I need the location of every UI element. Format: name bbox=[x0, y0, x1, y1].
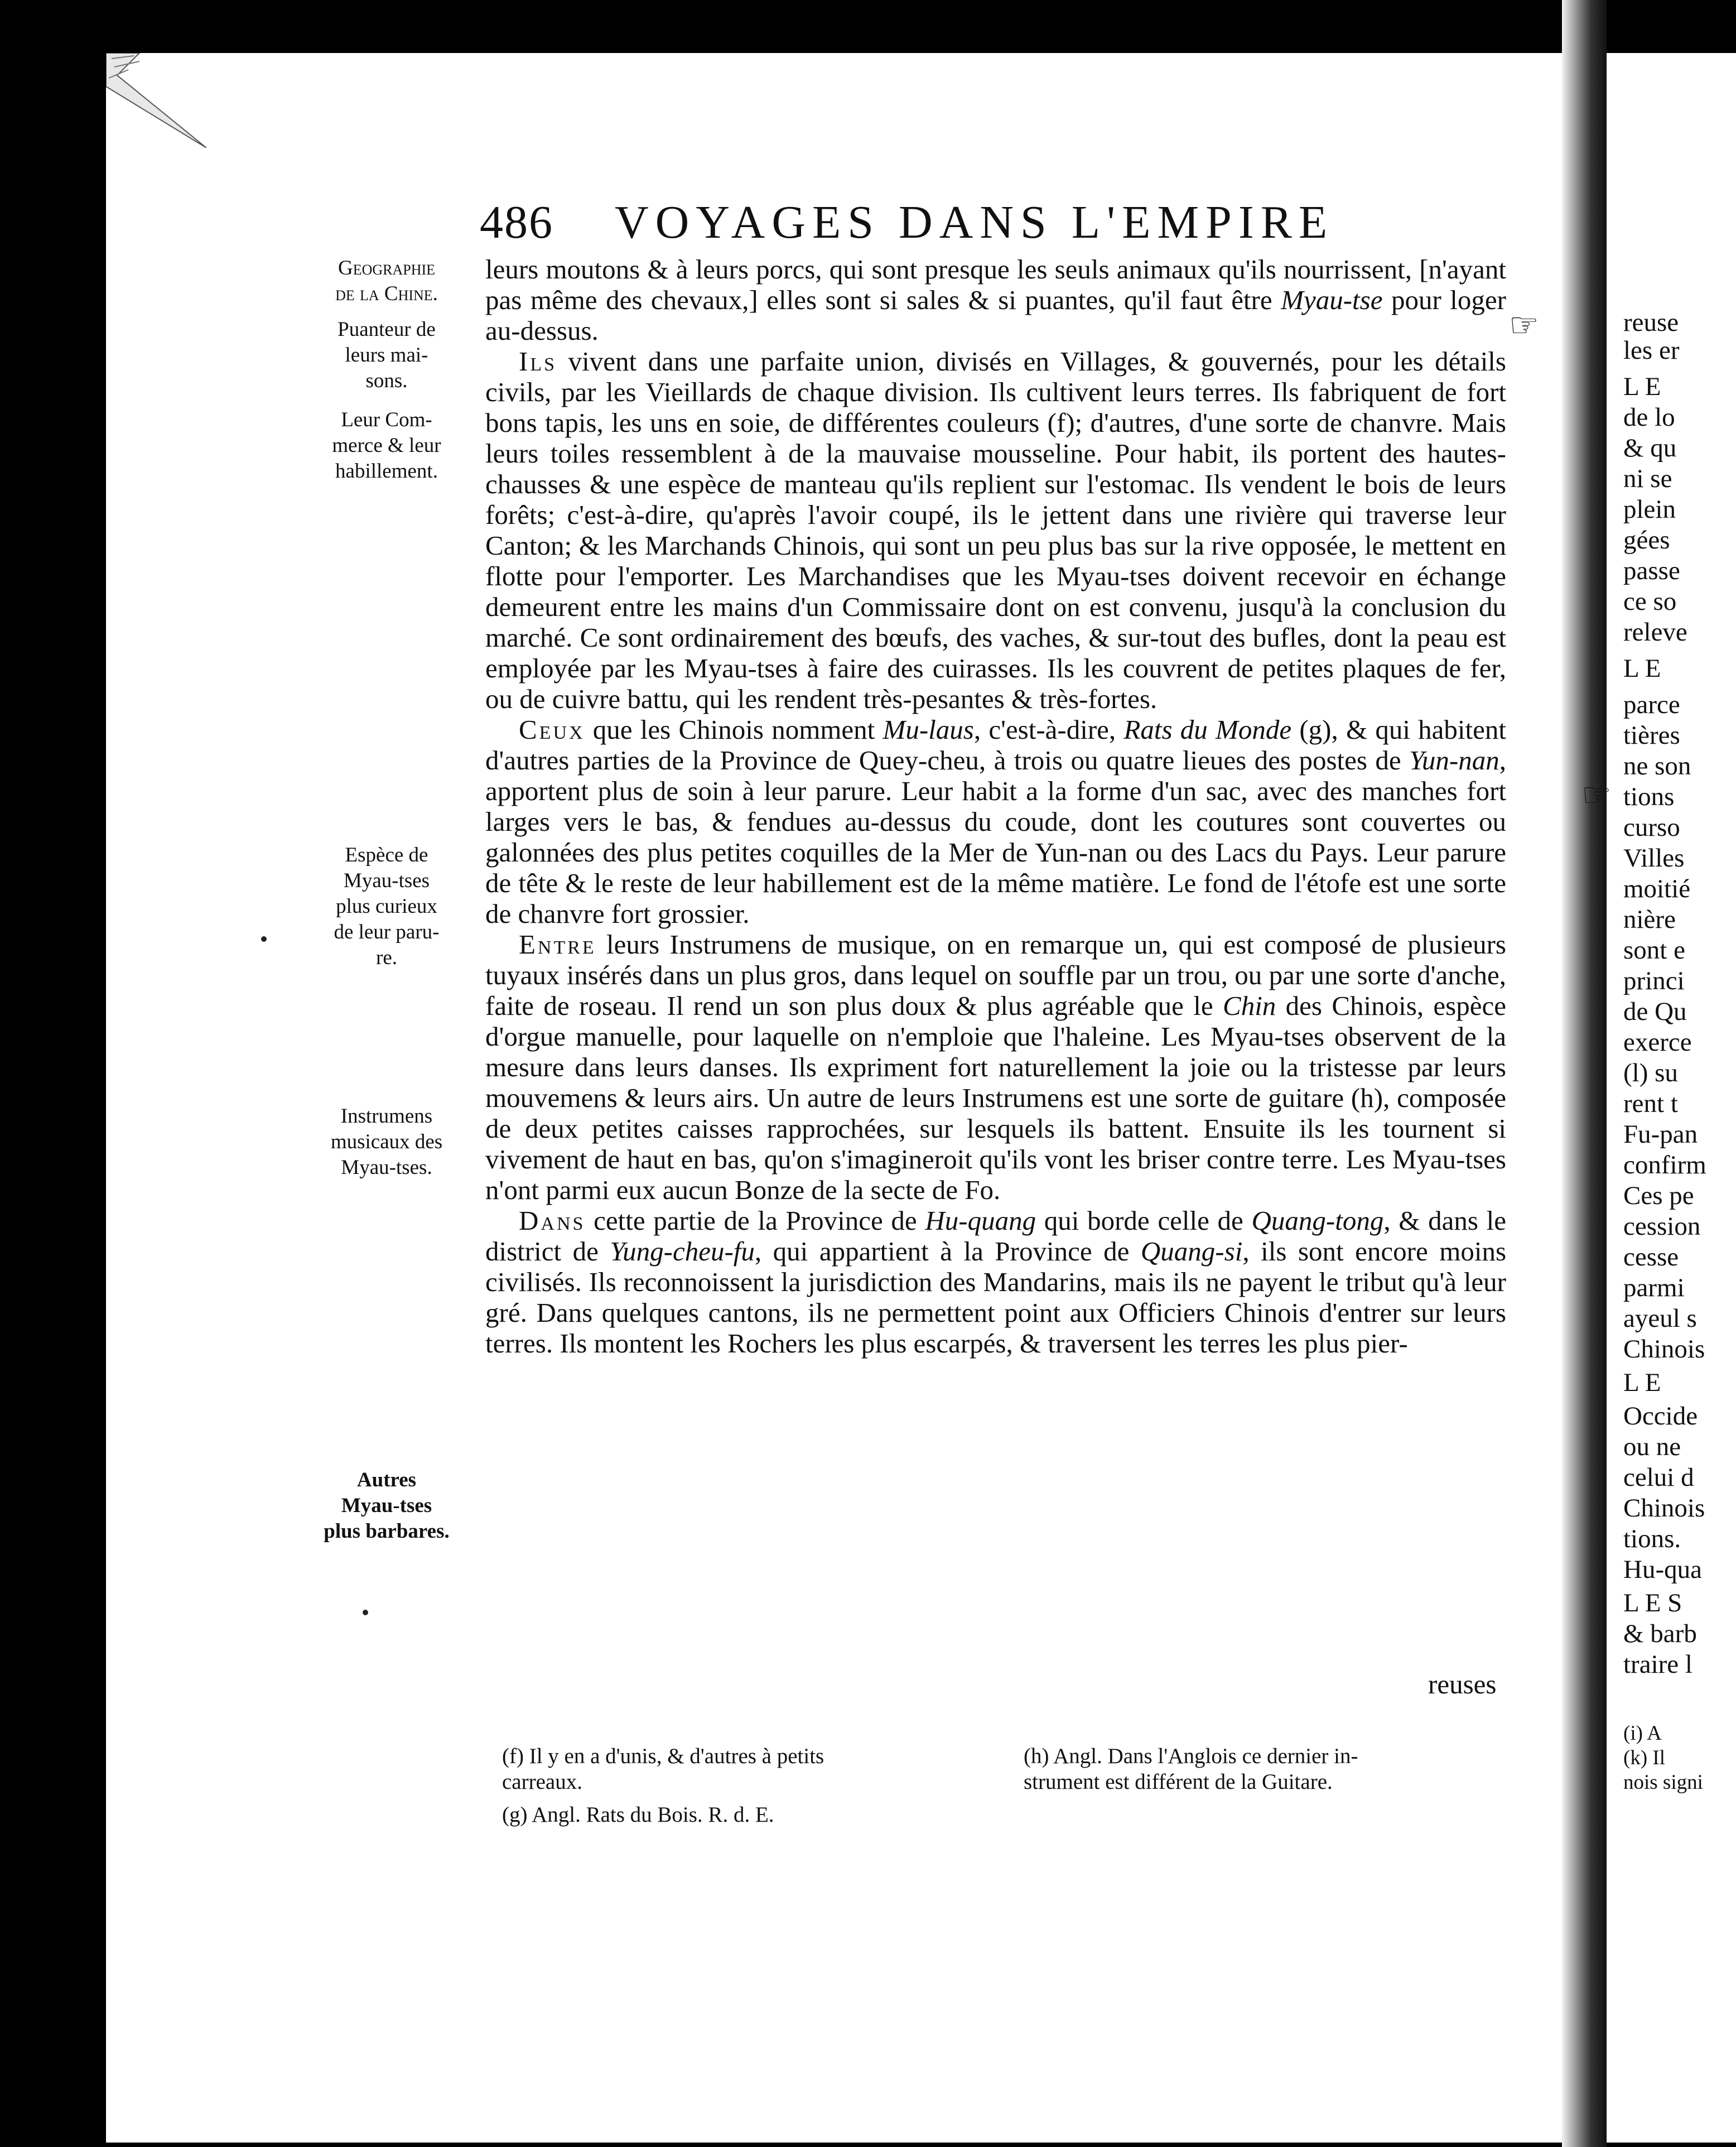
margin-note-line: leurs mai- bbox=[345, 344, 428, 367]
right-page-line: confirm bbox=[1623, 1150, 1706, 1180]
footnote-f: (f) Il y en a d'unis, & d'autres à petits bbox=[502, 1744, 824, 1768]
text-run: leurs moutons & à leurs porcs, qui sont presque les seuls animaux qu'ils nourrissent, [n'ayant pas même des chevaux,] elles sont si sales & si puantes, qu'il faut être bbox=[485, 254, 1506, 315]
footnote-f-cont: carreaux. bbox=[502, 1770, 582, 1794]
italic-term: Hu-quang bbox=[925, 1205, 1036, 1236]
right-page-line: de lo bbox=[1623, 403, 1675, 432]
text-run: que les Chinois nomment bbox=[585, 714, 883, 745]
text-run: cette partie de la Province de bbox=[585, 1205, 925, 1236]
right-page-line: traire l bbox=[1623, 1650, 1692, 1679]
torn-corner-decoration bbox=[106, 53, 206, 148]
margin-note-line: Espèce de bbox=[345, 844, 428, 866]
margin-note-line: musicaux des bbox=[330, 1130, 443, 1153]
text-run: (g), & qui habitent d'autres parties de la Province de Quey-cheu, à trois ou quatre lieues des postes de bbox=[485, 714, 1507, 776]
running-head bbox=[480, 195, 1540, 249]
right-page-line: Hu-qua bbox=[1623, 1555, 1702, 1584]
right-page-footnote: (i) A bbox=[1623, 1722, 1662, 1745]
margin-note-line: plus curieux bbox=[336, 895, 437, 918]
right-page-footnote: nois signi bbox=[1623, 1771, 1703, 1794]
right-page-line: exerce bbox=[1623, 1028, 1692, 1057]
right-page-line: Ces pe bbox=[1623, 1181, 1694, 1210]
right-page-line: & qu bbox=[1623, 434, 1677, 463]
right-page-footnote: (k) Il bbox=[1623, 1746, 1665, 1769]
margin-note-line: re. bbox=[376, 946, 397, 969]
text-run: , c'est-à-dire, bbox=[973, 714, 1124, 745]
italic-term: Rats du Monde bbox=[1123, 714, 1292, 745]
right-page-line: moitié bbox=[1623, 874, 1691, 903]
right-page-line: cesse bbox=[1623, 1243, 1679, 1272]
text-run: des Chinois, espèce d'orgue manuelle, pour laquelle on n'emploie que l'haleine. Les Myau-tses observent de la mesure dans leurs danses. Ils expriment fort naturellement la joie ou la tristesse par leurs mouvemens & leurs airs. Un autre de leurs Instrumens est une sorte de guitare (h), composée de deux petites caisses rapprochées, sur lesquels ils battent. Ensuite ils les tournent si vivement de haut en bas, qu'on s'imagineroit qu'ils vont les briser contre terre. Les Myau-tses n'ont parmi eux aucun Bonze de la secte de Fo. bbox=[485, 990, 1506, 1205]
text-run: pour loger au-dessus. bbox=[485, 285, 1506, 346]
right-page-line: Fu-pan bbox=[1623, 1120, 1698, 1149]
page-number: 486 bbox=[480, 196, 553, 248]
margin-note-line: de leur paru- bbox=[334, 921, 440, 943]
text-run: , qui appartient à la Province de bbox=[754, 1236, 1141, 1267]
paragraph-lead-word: Ils bbox=[519, 346, 557, 377]
text-run: qui borde celle de bbox=[1036, 1205, 1252, 1236]
italic-term: Yung-cheu-fu bbox=[610, 1236, 755, 1267]
text-run: , & dans le district de bbox=[485, 1205, 1506, 1267]
margin-note-line: Leur Com- bbox=[341, 408, 432, 431]
italic-term: Myau-tse bbox=[1281, 285, 1383, 315]
right-page-edge bbox=[1607, 53, 1736, 2143]
right-page-line: & barb bbox=[1623, 1619, 1697, 1648]
footnote-h: (h) Angl. Dans l'Anglois ce dernier in- bbox=[1024, 1744, 1358, 1768]
right-page-line: les er bbox=[1623, 336, 1680, 365]
right-page-line: L E bbox=[1623, 1368, 1661, 1397]
right-page-line: L E bbox=[1623, 654, 1661, 683]
right-page-line: Chinois bbox=[1623, 1494, 1705, 1523]
right-page-line: gées bbox=[1623, 526, 1670, 555]
catchword: reuses bbox=[1428, 1669, 1497, 1700]
text-run: , ils sont encore moins civilisés. Ils reconnoissent la jurisdiction des Mandarins, mais ils ne payent le tribut qu'à leur gré. Dans quelques cantons, ils ne permettent point aux Officiers Chinois d'entrer sur leurs terres. Ils montent les Rochers les plus escarpés, & traversent les terres les plus pier- bbox=[485, 1236, 1507, 1359]
right-page-line: L E S bbox=[1623, 1588, 1682, 1618]
paragraph bbox=[485, 929, 1506, 1205]
right-page-line: ayeul s bbox=[1623, 1304, 1697, 1333]
right-page-line: rent t bbox=[1623, 1089, 1678, 1118]
margin-note-line: de la Chine. bbox=[335, 282, 438, 305]
margin-note-line: Geographie bbox=[337, 257, 436, 280]
right-page-line: princi bbox=[1623, 966, 1685, 995]
italic-term: Quang-si bbox=[1140, 1236, 1243, 1267]
right-page-line: parce bbox=[1623, 690, 1680, 719]
right-page-line: ni se bbox=[1623, 464, 1672, 493]
paragraph-lead-word: Ceux bbox=[519, 714, 585, 745]
paragraph bbox=[485, 1205, 1506, 1359]
book-gutter bbox=[1562, 0, 1607, 2147]
right-page-line: tions. bbox=[1623, 1524, 1681, 1553]
margin-note-line: Puanteur de bbox=[337, 318, 436, 341]
right-page-line: ne son bbox=[1623, 752, 1691, 781]
right-page-line: curso bbox=[1623, 813, 1680, 842]
paragraph bbox=[485, 254, 1506, 346]
italic-term: Quang-tong bbox=[1251, 1205, 1384, 1236]
right-page-line: releve bbox=[1623, 618, 1687, 647]
right-page-line: plein bbox=[1623, 495, 1676, 524]
margin-note-line: plus barbares. bbox=[324, 1520, 450, 1543]
margin-note-autres bbox=[306, 1467, 467, 1544]
paragraph-lead-word: Dans bbox=[519, 1205, 586, 1236]
right-page-line: Villes bbox=[1623, 844, 1685, 873]
pointing-hand-icon: ☞ bbox=[1509, 307, 1539, 344]
right-page-line: (l) su bbox=[1623, 1058, 1678, 1087]
margin-note-line: Myau-tses bbox=[343, 869, 430, 892]
right-page-line: Chinois bbox=[1623, 1335, 1705, 1364]
margin-note-geographie bbox=[306, 256, 467, 307]
paragraph bbox=[485, 346, 1506, 714]
ink-speck bbox=[261, 936, 267, 942]
running-title: VOYAGES DANS L'EMPIRE bbox=[615, 196, 1334, 248]
right-page-line: ce so bbox=[1623, 587, 1677, 616]
italic-term: Mu-laus bbox=[883, 714, 974, 745]
right-page-line: sont e bbox=[1623, 936, 1685, 965]
margin-note-instrumens bbox=[306, 1104, 467, 1181]
right-page-line: nière bbox=[1623, 905, 1676, 934]
right-page-line: tions bbox=[1623, 782, 1675, 811]
margin-note-line: Autres bbox=[356, 1469, 417, 1491]
margin-note-line: Myau-tses bbox=[341, 1494, 432, 1517]
footnote-g: (g) Angl. Rats du Bois. R. d. E. bbox=[502, 1803, 774, 1827]
margin-note-puanteur bbox=[306, 317, 467, 394]
right-page-line: passe bbox=[1623, 556, 1680, 585]
margin-note-commerce bbox=[306, 407, 467, 484]
margin-note-espece bbox=[306, 843, 467, 971]
paragraph-lead-word: Entre bbox=[519, 929, 596, 960]
italic-term: Yun-nan bbox=[1409, 745, 1499, 776]
right-page-line: Occide bbox=[1623, 1402, 1698, 1431]
margin-note-line: Instrumens bbox=[340, 1105, 433, 1128]
paragraph bbox=[485, 714, 1506, 929]
ink-speck bbox=[363, 1610, 368, 1615]
text-run: , apportent plus de soin à leur parure. Leur habit a la forme d'un sac, avec des manches fort larges vers le bas, & fendues au-dessus du coude, dont les coutures sont couvertes ou galonnées des plus petites coquilles de la Mer de Yun-nan ou des Lacs du Pays. Leur parure de tête & le reste de leur habillement est de la même matière. Le fond de l'étofe est une sorte de chanvre fort grossier. bbox=[485, 745, 1506, 929]
margin-note-line: habillement. bbox=[335, 460, 438, 483]
right-page-line: L E bbox=[1623, 372, 1661, 401]
margin-note-line: merce & leur bbox=[332, 434, 441, 457]
right-page-line: parmi bbox=[1623, 1273, 1685, 1302]
text-run: vivent dans une parfaite union, divisés en Villages, & gouvernés, pour les détails civils, par les Vieillards de chaque division. Ils cultivent leurs terres. Ils fabriquent de fort bons tapis, les uns en soie, de différentes couleurs (f); d'autres, d'une sorte de chanvre. Mais leurs toiles ressemblent à de la mauvaise mousseline. Pour habit, ils portent des hautes-chausses & une espèce de manteau qu'ils replient sur l'estomac. Ils vendent le bois de leurs forêts; c'est-à-dire, qu'après l'avoir coupé, ils le jettent dans une rivière qui traverse leur Canton; & les Marchands Chinois, qui sont un peu plus bas sur la rive opposée, le mettent en flotte pour l'emporter. Les Marchandises que les Myau-tses doivent recevoir en échange demeurent entre les mains d'un Commissaire dont on est convenu, jusqu'à la conclusion du marché. Ce sont ordinairement des bœufs, des vaches, & sur-tout des bufles, dont la peau est employée par les Myau-tses à faire des cuirasses. Ils les couvrent de petites plaques de fer, ou de cuivre battu, qui les rendent très-pesantes & très-fortes. bbox=[485, 346, 1506, 714]
right-page-line: ou ne bbox=[1623, 1432, 1681, 1461]
right-page-line: celui d bbox=[1623, 1463, 1694, 1492]
right-page-line: reuse bbox=[1623, 308, 1679, 337]
italic-term: Chin bbox=[1223, 990, 1276, 1021]
text-run: leurs Instrumens de musique, on en remarque un, qui est composé de plusieurs tuyaux insérés dans un plus gros, dans lequel on souffle par un trou, ou par une sorte d'anche, faite de roseau. Il rend un son plus doux & plus agréable que le bbox=[485, 929, 1506, 1021]
margin-note-line: Myau-tses. bbox=[341, 1156, 432, 1179]
body-text bbox=[485, 254, 1506, 1359]
pointing-hand-icon: ☞ bbox=[1581, 777, 1612, 813]
right-page-line: de Qu bbox=[1623, 997, 1687, 1026]
margin-note-line: sons. bbox=[365, 369, 408, 392]
footnote-h-cont: strument est différent de la Guitare. bbox=[1024, 1770, 1333, 1794]
right-page-line: tières bbox=[1623, 721, 1680, 750]
right-page-line: cession bbox=[1623, 1212, 1701, 1241]
